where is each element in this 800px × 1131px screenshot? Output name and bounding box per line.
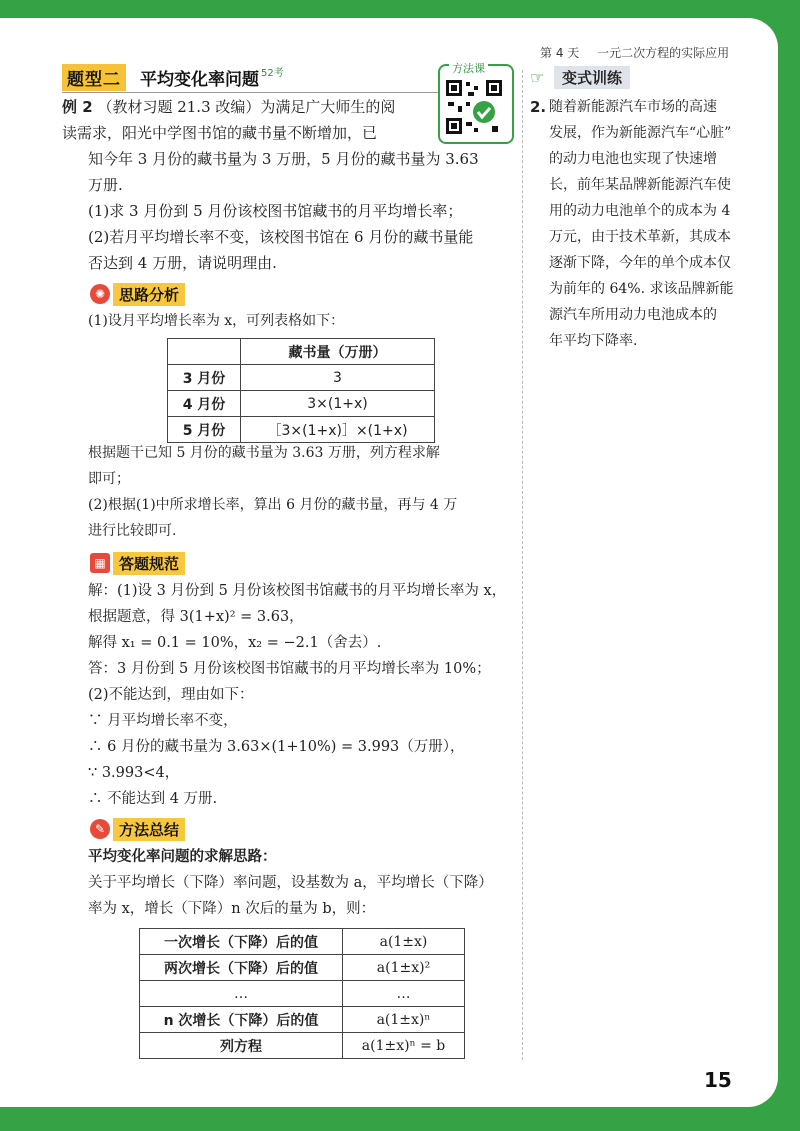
example-intro-2: 读需求，阳光中学图书馆的藏书量不断增加，已 <box>62 124 378 142</box>
qr-label: 方法课 <box>449 60 488 76</box>
calendar-icon: ▦ <box>90 553 110 573</box>
pencil-icon: ✎ <box>90 819 110 839</box>
summary-line-2: 率为 x，增长（下降）n 次后的量为 b，则： <box>88 901 376 917</box>
answer-line-9: ∴ 不能达到 4 万册. <box>88 791 218 807</box>
analysis-body <box>88 440 518 544</box>
page-header <box>540 44 743 61</box>
answer-line-4: 答：3 月份到 5 月份该校图书馆藏书的月平均增长率为 10%； <box>88 661 491 677</box>
question-2-line-1: (2)若月平均增长率不变，该校图书馆在 6 月份的藏书量能 <box>88 228 474 246</box>
answer-line-6: ∵ 月平均增长率不变， <box>88 713 238 729</box>
training-title <box>530 66 630 89</box>
question-2-line-2: 否达到 4 万册，请说明理由. <box>88 254 277 272</box>
answer-line-7: ∴ 6 月份的藏书量为 3.63×(1+10%) = 3.993（万册）， <box>88 739 465 755</box>
training-line: 发展，作为新能源汽车“心脏” <box>549 125 732 141</box>
table-row: 3 月份 3 <box>168 365 435 391</box>
qr-code-icon[interactable] <box>444 78 504 136</box>
analysis-line-3: 即可； <box>88 471 130 487</box>
answer-line-8: ∵ 3.993<4， <box>88 765 180 781</box>
answer-badge-label: 答题规范 <box>113 552 185 575</box>
training-line: 逐渐下降，今年的单个成本仅 <box>549 255 731 271</box>
example-block <box>62 94 442 146</box>
training-line: 随着新能源汽车市场的高速 <box>549 99 717 115</box>
training-line: 为前年的 64%. 求该品牌新能 <box>549 281 734 297</box>
summary-badge <box>90 818 185 840</box>
answer-body <box>88 578 518 812</box>
answer-line-3: 解得 x₁ = 0.1 = 10%，x₂ = −2.1（舍去）. <box>88 635 382 651</box>
summary-line-1: 关于平均增长（下降）率问题，设基数为 a，平均增长（下降） <box>88 875 493 891</box>
title-underline <box>62 92 440 93</box>
table-row: 列方程 a(1±x)ⁿ = b <box>140 1033 465 1059</box>
table-row: … … <box>140 981 465 1007</box>
table-row: 5 月份 ［3×(1+x)］×(1+x) <box>168 417 435 443</box>
summary-table <box>139 928 465 1059</box>
training-line: 的动力电池也实现了快速增 <box>549 151 717 167</box>
analysis-table <box>167 338 435 443</box>
section-title <box>62 64 284 90</box>
section-tag: 题型二 <box>62 64 126 91</box>
table-row: 4 月份 3×(1+x) <box>168 391 435 417</box>
example-label: 例 2 <box>62 98 93 116</box>
analysis-line-2: 根据题干已知 5 月份的藏书量为 3.63 万册，列方程求解 <box>88 445 440 461</box>
answer-line-2: 根据题意，得 3(1+x)² = 3.63， <box>88 609 304 625</box>
example-intro-1: （教材习题 21.3 改编）为满足广大师生的阅 <box>97 98 396 116</box>
pointing-hand-icon: ☞ <box>530 67 545 87</box>
question-1: (1)求 3 月份到 5 月份该校图书馆藏书的月平均增长率； <box>88 202 463 220</box>
answer-line-1: 解：(1)设 3 月份到 5 月份该校图书馆藏书的月平均增长率为 x， <box>88 583 507 599</box>
analysis-line-5: 进行比较即可. <box>88 523 177 539</box>
example-block-cont <box>88 146 518 276</box>
training-body <box>549 94 749 354</box>
training-line: 年平均下降率. <box>549 333 638 349</box>
summary-badge-label: 方法总结 <box>113 818 185 841</box>
training-line: 长，前年某品牌新能源汽车使 <box>549 177 731 193</box>
analysis-intro: (1)设月平均增长率为 x，可列表格如下： <box>88 313 345 329</box>
section-title-text: 平均变化率问题 <box>140 69 259 90</box>
answer-line-5: (2)不能达到，理由如下： <box>88 687 254 703</box>
training-line: 用的动力电池单个的成本为 4 <box>549 203 731 219</box>
training-number: 2. <box>530 98 547 116</box>
exam-count-tag: 52考 <box>261 67 284 79</box>
column-divider <box>522 70 523 1060</box>
table-row: 两次增长（下降）后的值 a(1±x)² <box>140 955 465 981</box>
answer-badge <box>90 552 185 574</box>
analysis-badge-label: 思路分析 <box>113 283 185 306</box>
training-line: 万元，由于技术革新，其成本 <box>549 229 731 245</box>
analysis-line-4: (2)根据(1)中所求增长率，算出 6 月份的藏书量，再与 4 万 <box>88 497 458 513</box>
summary-heading: 平均变化率问题的求解思路： <box>88 849 277 865</box>
analysis-badge <box>90 283 185 305</box>
table-row: 藏书量（万册） <box>168 339 435 365</box>
table-row: n 次增长（下降）后的值 a(1±x)ⁿ <box>140 1007 465 1033</box>
header-chapter: 一元二次方程的实际应用 <box>597 46 730 60</box>
summary-body <box>88 844 518 922</box>
table-row: 一次增长（下降）后的值 a(1±x) <box>140 929 465 955</box>
example-intro-3: 知今年 3 月份的藏书量为 3 万册，5 月份的藏书量为 3.63 <box>88 150 479 168</box>
brain-icon: ✺ <box>90 284 110 304</box>
training-line: 源汽车所用动力电池成本的 <box>549 307 717 323</box>
header-day: 第 4 天 <box>540 46 580 60</box>
page-number: 15 <box>704 1068 732 1092</box>
training-badge-label: 变式训练 <box>554 66 630 89</box>
example-intro-4: 万册. <box>88 176 123 194</box>
